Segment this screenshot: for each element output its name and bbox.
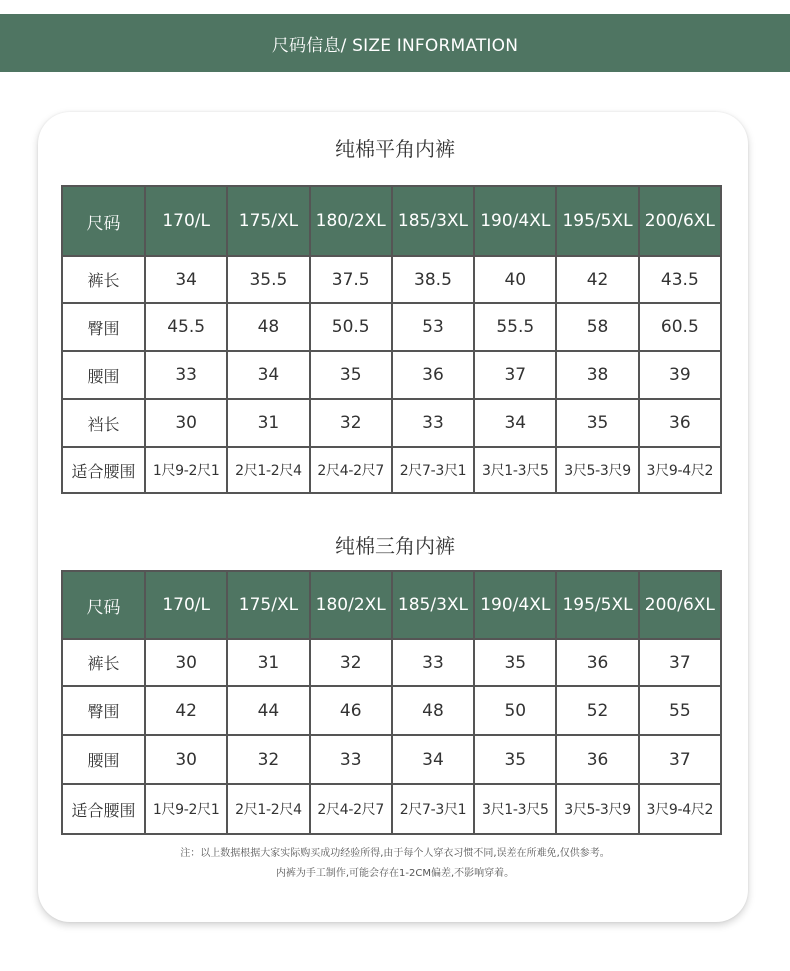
- table-cell: 45.5: [145, 303, 227, 351]
- table-cell: 30: [145, 399, 227, 447]
- table-row: [62, 639, 721, 686]
- row-label: 适合腰围: [62, 784, 145, 834]
- table-cell: 33: [145, 351, 227, 399]
- table-cell: 60.5: [639, 303, 721, 351]
- header-cell: 尺码: [62, 571, 145, 639]
- table-cell: 30: [145, 735, 227, 784]
- table-cell: 3尺5-3尺9: [556, 784, 638, 834]
- table-cell: 1尺9-2尺1: [145, 447, 227, 493]
- table-cell: 53: [392, 303, 474, 351]
- table-row: [62, 686, 721, 735]
- table-cell: 48: [392, 686, 474, 735]
- table-cell: 30: [145, 639, 227, 686]
- banner-title: 尺码信息/ SIZE INFORMATION: [271, 35, 519, 56]
- table-cell: 50.5: [310, 303, 392, 351]
- header-cell: 200/6XL: [639, 186, 721, 256]
- boxer-briefs-title: 纯棉平角内裤: [335, 137, 455, 161]
- table-cell: 34: [392, 735, 474, 784]
- table-cell: 37.5: [310, 256, 392, 303]
- table-cell: 31: [227, 399, 309, 447]
- table-cell: 42: [145, 686, 227, 735]
- table-cell: 48: [227, 303, 309, 351]
- size-notes: [0, 844, 790, 884]
- header-cell: 185/3XL: [392, 571, 474, 639]
- table-cell: 34: [474, 399, 556, 447]
- header-cell: 185/3XL: [392, 186, 474, 256]
- table-cell: 2尺4-2尺7: [310, 447, 392, 493]
- table-cell: 50: [474, 686, 556, 735]
- header-cell: 180/2XL: [310, 571, 392, 639]
- table-row: [62, 735, 721, 784]
- table-row: [62, 303, 721, 351]
- table-cell: 36: [556, 639, 638, 686]
- header-cell: 195/5XL: [556, 571, 638, 639]
- table-cell: 2尺7-3尺1: [392, 784, 474, 834]
- table-cell: 36: [639, 399, 721, 447]
- header-cell: 175/XL: [227, 571, 309, 639]
- header-cell: 195/5XL: [556, 186, 638, 256]
- table-row: [62, 447, 721, 493]
- table-cell: 3尺5-3尺9: [556, 447, 638, 493]
- table-cell: 35: [474, 639, 556, 686]
- table-cell: 34: [145, 256, 227, 303]
- table-cell: 35: [310, 351, 392, 399]
- row-label: 腰围: [62, 735, 145, 784]
- table-cell: 37: [639, 735, 721, 784]
- table-cell: 52: [556, 686, 638, 735]
- row-label: 裤长: [62, 256, 145, 303]
- size-info-banner: [0, 14, 790, 72]
- table-cell: 37: [639, 639, 721, 686]
- table-cell: 36: [392, 351, 474, 399]
- table-cell: 44: [227, 686, 309, 735]
- table-cell: 2尺7-3尺1: [392, 447, 474, 493]
- table-cell: 2尺1-2尺4: [227, 447, 309, 493]
- table-row: [62, 399, 721, 447]
- table-header-row: [62, 571, 721, 639]
- row-label: 适合腰围: [62, 447, 145, 493]
- table-cell: 37: [474, 351, 556, 399]
- table-cell: 32: [310, 639, 392, 686]
- table-row: [62, 256, 721, 303]
- header-cell: 200/6XL: [639, 571, 721, 639]
- table-cell: 55: [639, 686, 721, 735]
- header-cell: 180/2XL: [310, 186, 392, 256]
- row-label: 裆长: [62, 399, 145, 447]
- table-cell: 33: [310, 735, 392, 784]
- table-cell: 32: [227, 735, 309, 784]
- row-label: 腰围: [62, 351, 145, 399]
- table-cell: 35: [556, 399, 638, 447]
- table-cell: 33: [392, 399, 474, 447]
- table-cell: 35: [474, 735, 556, 784]
- table-cell: 3尺1-3尺5: [474, 784, 556, 834]
- table-cell: 39: [639, 351, 721, 399]
- row-label: 裤长: [62, 639, 145, 686]
- table-cell: 55.5: [474, 303, 556, 351]
- boxer-briefs-size-table: [61, 185, 722, 494]
- table-row: [62, 351, 721, 399]
- table-cell: 33: [392, 639, 474, 686]
- briefs-title: 纯棉三角内裤: [335, 534, 455, 558]
- table-cell: 35.5: [227, 256, 309, 303]
- table-cell: 32: [310, 399, 392, 447]
- table-cell: 43.5: [639, 256, 721, 303]
- table-cell: 3尺9-4尺2: [639, 784, 721, 834]
- table-cell: 38.5: [392, 256, 474, 303]
- row-label: 臀围: [62, 686, 145, 735]
- note-line: 内裤为手工制作,可能会存在1-2CM偏差,不影响穿着。: [275, 868, 515, 879]
- table-row: [62, 784, 721, 834]
- table-cell: 2尺1-2尺4: [227, 784, 309, 834]
- header-cell: 190/4XL: [474, 186, 556, 256]
- header-cell: 175/XL: [227, 186, 309, 256]
- header-cell: 170/L: [145, 571, 227, 639]
- table-header-row: [62, 186, 721, 256]
- table-cell: 46: [310, 686, 392, 735]
- table-cell: 38: [556, 351, 638, 399]
- table-cell: 2尺4-2尺7: [310, 784, 392, 834]
- briefs-size-table: [61, 570, 722, 835]
- table-cell: 58: [556, 303, 638, 351]
- table-cell: 3尺1-3尺5: [474, 447, 556, 493]
- table-cell: 34: [227, 351, 309, 399]
- table-cell: 36: [556, 735, 638, 784]
- table-cell: 3尺9-4尺2: [639, 447, 721, 493]
- row-label: 臀围: [62, 303, 145, 351]
- header-cell: 190/4XL: [474, 571, 556, 639]
- header-cell: 170/L: [145, 186, 227, 256]
- table-cell: 1尺9-2尺1: [145, 784, 227, 834]
- table-cell: 31: [227, 639, 309, 686]
- table-cell: 40: [474, 256, 556, 303]
- header-cell: 尺码: [62, 186, 145, 256]
- table-cell: 42: [556, 256, 638, 303]
- note-line: 注：以上数据根据大家实际购买成功经验所得,由于每个人穿衣习惯不同,误差在所难免,仅供参考。: [180, 848, 610, 859]
